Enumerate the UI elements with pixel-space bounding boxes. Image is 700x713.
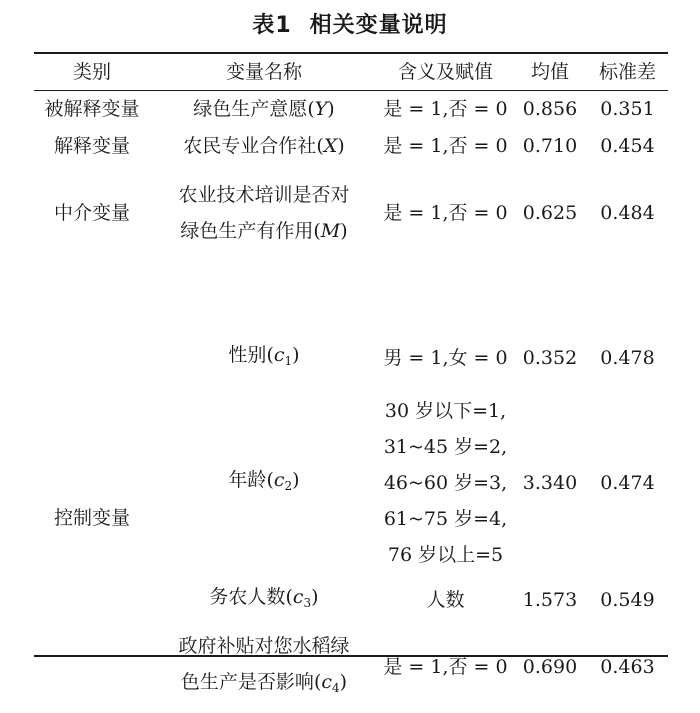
cell-variable-name: 农业技术培训是否对 绿色生产有作用(M) (178, 184, 350, 242)
cell-meaning: 人数 (426, 589, 465, 611)
cell-sd: 0.484 (600, 202, 655, 224)
cell-mean: 0.710 (522, 134, 578, 157)
cell-mean: 0.625 (522, 202, 578, 224)
cell-meaning: 男 = 1,女 = 0 (383, 346, 508, 369)
cell-variable-name: 绿色生产意愿(Y) (193, 97, 335, 120)
header-mean: 均值 (530, 61, 569, 83)
cell-mean: 0.690 (522, 656, 578, 678)
cell-category: 中介变量 (53, 202, 130, 224)
cell-sd: 0.454 (600, 134, 655, 157)
table-row (34, 164, 668, 262)
variable-table (34, 54, 668, 713)
cell-mean: 0.352 (522, 346, 578, 369)
cell-sd: 0.474 (600, 472, 655, 494)
cell-mean: 1.573 (522, 589, 578, 611)
cell-mean: 3.340 (522, 472, 578, 494)
cell-category: 被解释变量 (44, 97, 140, 120)
cell-meaning: 是 = 1,否 = 0 (383, 134, 508, 157)
cell-category: 控制变量 (53, 506, 130, 529)
table-row (34, 90, 668, 127)
cell-sd: 0.478 (600, 346, 655, 369)
header-row (34, 54, 668, 90)
table-caption: 相关变量说明 (309, 13, 448, 38)
cell-meaning: 30 岁以下=1, 31~45 岁=2, 46~60 岁=3, 61~75 岁=4, 76 岁以上=5 (383, 400, 508, 566)
table-row (34, 262, 668, 387)
table-number: 表1 (252, 13, 292, 38)
cell-sd: 0.351 (600, 97, 655, 120)
header-sd: 标准差 (598, 61, 656, 83)
header-category: 类别 (72, 61, 111, 83)
table-title (0, 8, 700, 39)
cell-meaning: 是 = 1,否 = 0 (383, 97, 508, 120)
cell-sd: 0.463 (600, 656, 655, 678)
cell-mean: 0.856 (522, 97, 578, 120)
cell-variable-name: 务农人数$(c_3)$ (209, 586, 319, 610)
cell-variable-name: 农民专业合作社(X) (183, 134, 345, 157)
cell-sd: 0.549 (600, 589, 655, 611)
cell-meaning: 是 = 1,否 = 0 (383, 202, 508, 224)
table-row (34, 127, 668, 164)
header-meaning: 含义及赋值 (397, 61, 493, 83)
cell-category: 解释变量 (53, 134, 130, 157)
cell-variable-name: 性别$(c_1)$ (228, 343, 300, 368)
cell-variable-name: 政府补贴对您水稻绿 色生产是否影响$(c_4)$ (178, 635, 350, 695)
cell-meaning: 是 = 1,否 = 0 (383, 656, 508, 678)
cell-variable-name: 年龄$(c_2)$ (228, 469, 300, 493)
header-variable-name: 变量名称 (225, 61, 302, 83)
